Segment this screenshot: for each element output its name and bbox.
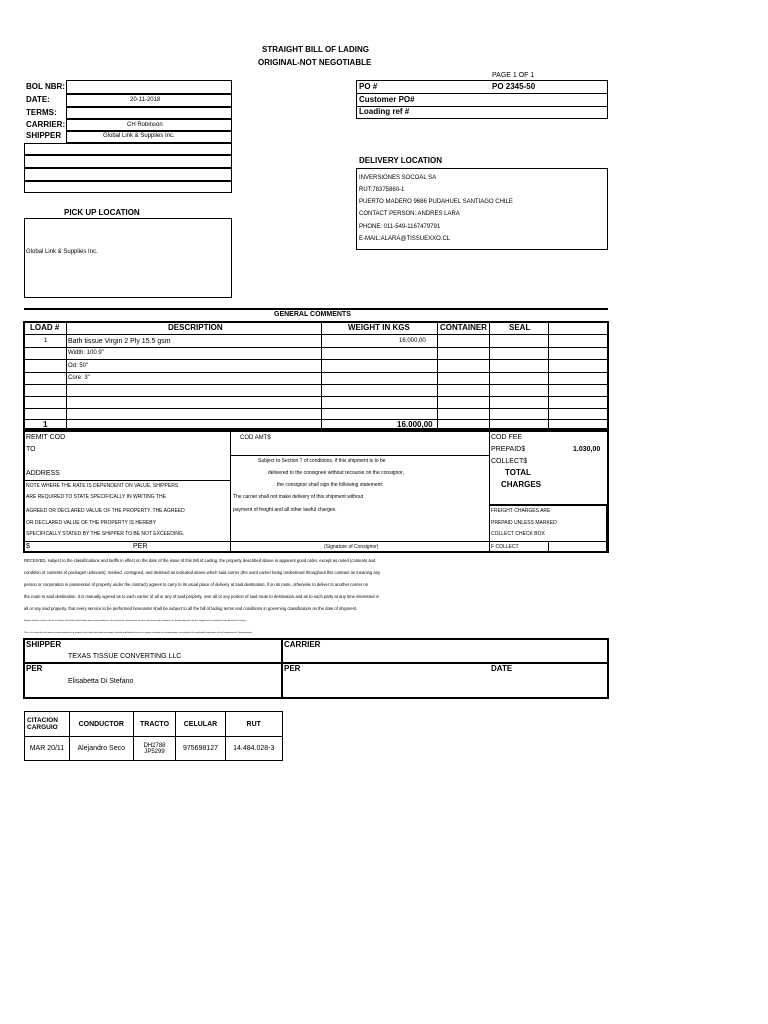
row-description: Bath tissue Virgin 2 Ply 15.5 gsm	[68, 338, 171, 345]
per-label: PER	[133, 543, 148, 550]
subject-line: Subject to Section 7 of conditions, if this shipment is to be	[258, 458, 386, 464]
fcollect-label: F COLLECT	[491, 544, 519, 550]
citacion-cell: MAR 20/11	[25, 737, 70, 761]
col-load: LOAD #	[30, 323, 60, 332]
pickup-value: Global Link & Supplies Inc.	[26, 249, 98, 255]
collect-label: COLLECT$	[491, 458, 528, 465]
shipper-label: SHIPPER	[26, 131, 62, 140]
address-line-1	[24, 143, 232, 155]
citacion-header: RUT	[225, 712, 283, 737]
total-label: TOTAL	[505, 468, 531, 477]
row-weight: 16.000,00	[399, 338, 426, 344]
signoff-date-label: DATE	[491, 664, 513, 673]
row-description: Core: 3"	[68, 375, 90, 381]
delivery-heading: DELIVERY LOCATION	[359, 156, 442, 165]
citacion-cell: 975698127	[176, 737, 225, 761]
title-line1: STRAIGHT BILL OF LADING	[262, 45, 369, 54]
signoff-per-value: Elisabetta Di Stefano	[68, 678, 134, 685]
charges-label: CHARGES	[501, 480, 542, 489]
row-description: Od: 50"	[68, 363, 89, 369]
col-seal: SEAL	[509, 323, 531, 332]
carrier-label: CARRIER:	[26, 120, 66, 129]
row-load: 1	[44, 338, 48, 344]
remit-address-label: ADDRESS	[26, 470, 60, 477]
page-number: PAGE 1 OF 1	[492, 72, 535, 79]
address-line-2	[24, 155, 232, 168]
address-line-4	[24, 181, 232, 193]
terms-field	[66, 107, 232, 119]
signoff-shipper-value: TEXAS TISSUE CONVERTING LLC	[68, 653, 182, 660]
received-line: the route to said destination. It is mutually agreed as to each carrier of all or any of said property, over all or any portion of said route to destination and as to each party at any time interested in	[24, 594, 379, 599]
signoff-shipper-label: SHIPPER	[26, 640, 62, 649]
delivery-line: PUERTO MADERO 9686 PUDAHUEL SANTIAGO CHILE	[359, 199, 513, 205]
fine-print: Shipper hereby certifies that he is familiar with all the bill of lading terms and conditions in the governing classification and the said terms and conditions are hereby agreed to by the shipper and accepted for himself and his assigns.	[24, 620, 247, 622]
subject-line: The carrier shall not make delivery of this shipment without	[233, 494, 364, 500]
customer-po-label: Customer PO#	[359, 95, 415, 104]
total-weight: 16.000,00	[397, 420, 433, 429]
col-container: CONTAINER	[440, 323, 487, 332]
delivery-line: E-MAIL:ALARA@TISSUEXXO.CL	[359, 236, 451, 242]
note-line: ARE REQUIRED TO STATE SPECIFICALLY IN WRITING THE	[26, 494, 166, 500]
note-line: NOTE WHERE THE RATE IS DEPENDENT ON VALUE, SHIPPERS	[26, 483, 179, 489]
row-description: Width: 100.9"	[68, 350, 104, 356]
citacion-table	[24, 711, 283, 761]
received-line: RECEIVED, subject to the classifications and tariffs in effect on the date of the issue of this Bill of Lading, the property described above in apparent good order, except as noted (contents and	[24, 558, 376, 563]
signoff-per2-label: PER	[284, 664, 301, 673]
fine-print: This is to certify that the above named materials are properly classified, described, packaged, marked and labeled and are in proper condition for transportation, according to the applicable regulations of the Department of Transportation.	[24, 632, 253, 634]
total-load: 1	[43, 420, 48, 429]
signature-label: (Signature of Consignor)	[324, 544, 379, 550]
carrier-value: CH Robinson	[127, 122, 163, 128]
dollar-sign: $	[26, 543, 30, 550]
pickup-box	[24, 218, 232, 298]
delivery-line: CONTACT PERSON: ANDRES LARA	[359, 211, 460, 217]
received-line: person or corporation in possession of property under the contract) agrees to carry to its usual place of delivery at said destination, if on its route, otherwise to deliver to another carrier on	[24, 582, 369, 587]
pickup-heading: PICK UP LOCATION	[64, 208, 140, 217]
cod-amt-label: COD AMT$	[240, 435, 271, 441]
citacion-header: TRACTO	[133, 712, 176, 737]
freight-line: COLLECT CHECK BOX	[491, 531, 545, 537]
note-line: AGREED OR DECLARED VALUE OF THE PROPERTY. THE AGREED	[26, 508, 185, 514]
general-comments: GENERAL COMMENTS	[274, 311, 351, 318]
subject-line: delivered to the consignee without recourse on the consignor,	[268, 470, 404, 476]
note-line: SPECIFICALLY STATED BY THE SHIPPER TO BE NOT EXCEEDING.	[26, 531, 185, 537]
po-label: PO #	[359, 82, 378, 91]
date-value: 20-11-2018	[130, 97, 161, 103]
bol-field	[66, 80, 232, 94]
delivery-line: INVERSIONES SOCOAL SA	[359, 175, 437, 181]
shipper-value: Global Link & Supplies Inc.	[103, 133, 175, 139]
received-line: all or any said property, that every service to be performed hereunder shall be subject to all the bill of lading terms and conditions in governing classification on the date of shipment.	[24, 606, 358, 611]
subject-line: the consignor shall sign the following statement:	[277, 482, 384, 488]
citacion-header: CITACION CARGUIO	[25, 712, 70, 737]
note-line: OR DECLARED VALUE OF THE PROPERTY IS HEREBY	[26, 520, 156, 526]
prepaid-label: PREPAID$	[491, 446, 526, 453]
loading-ref-label: Loading ref #	[359, 107, 410, 116]
date-label: DATE:	[26, 95, 50, 104]
po-value: PO 2345-50	[492, 82, 536, 91]
cod-fee-label: COD FEE	[491, 434, 523, 441]
citacion-cell: DH2788 JP5299	[133, 737, 176, 761]
col-description: DESCRIPTION	[168, 323, 223, 332]
remit-cod-label: REMIT COD	[26, 434, 66, 441]
citacion-header: CELULAR	[176, 712, 225, 737]
received-line: condition of contents of packages unknown), marked, consigned, and destined as indicated above which said carrier (the word carrier being understood throughout this contract as meaning any	[24, 570, 381, 575]
col-weight: WEIGHT IN KGS	[348, 323, 410, 332]
delivery-line: PHONE: 011-549-1167479791	[359, 224, 441, 230]
bol-label: BOL NBR:	[26, 82, 65, 91]
freight-line: PREPAID UNLESS MARKED	[491, 520, 557, 526]
citacion-header: CONDUCTOR	[69, 712, 133, 737]
citacion-cell: Alejandro Seco	[69, 737, 133, 761]
address-line-3	[24, 168, 232, 181]
terms-label: TERMS:	[26, 108, 57, 117]
prepaid-value: 1.030,00	[573, 446, 601, 453]
title-line2: ORIGINAL-NOT NEGOTIABLE	[258, 58, 372, 67]
signoff-carrier-label: CARRIER	[284, 640, 321, 649]
subject-line: payment of freight and all other lawful charges.	[233, 507, 337, 513]
remit-to-label: TO	[26, 446, 36, 453]
freight-line: FREIGHT CHARGES ARE	[491, 508, 551, 514]
delivery-line: RUT:78375860-1	[359, 187, 405, 193]
citacion-cell: 14.484.028-3	[225, 737, 283, 761]
signoff-per-label: PER	[26, 664, 43, 673]
